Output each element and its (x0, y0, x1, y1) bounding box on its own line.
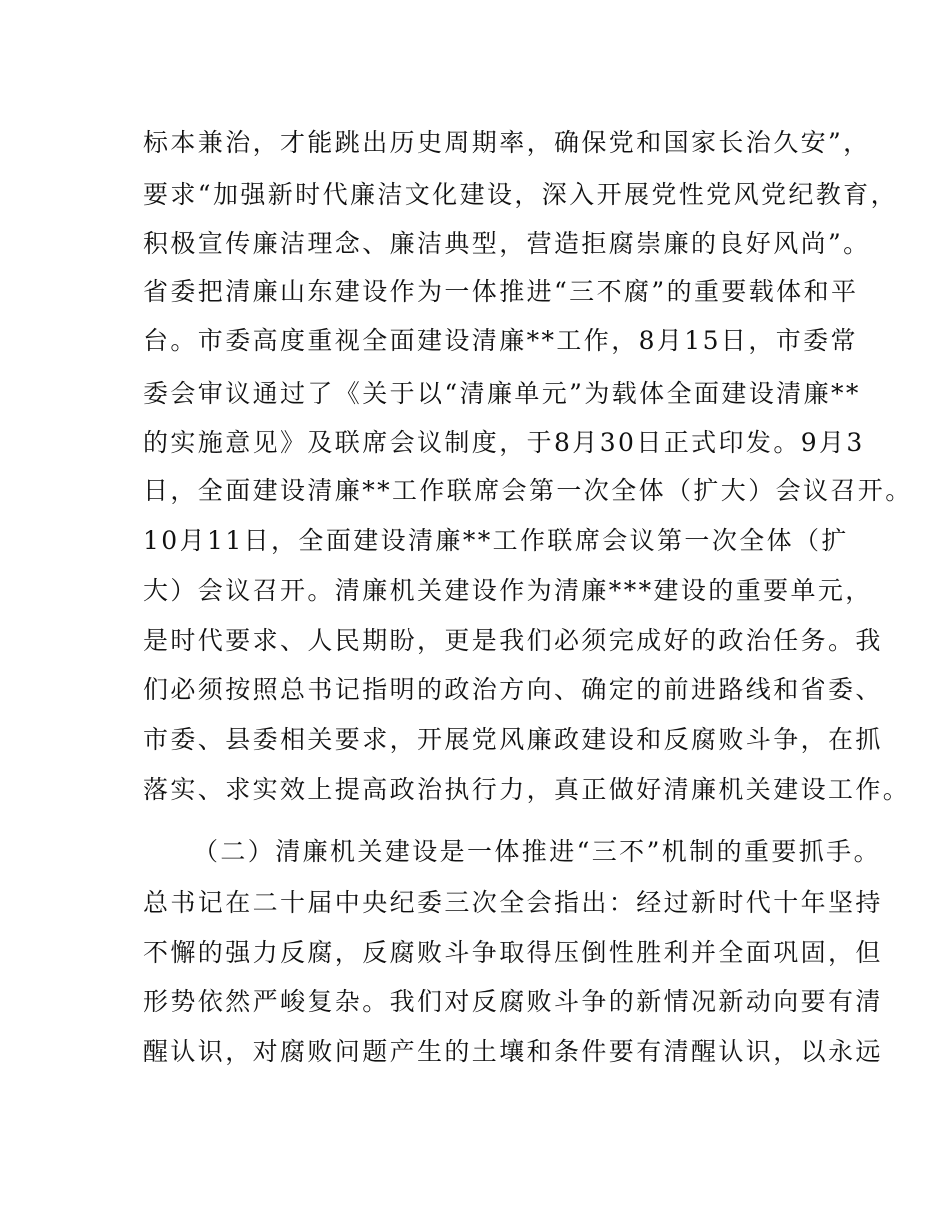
text-line: 形势依然严峻复杂。我们对反腐败斗争的新情况新动向要有清 (143, 987, 883, 1016)
text-line: 们必须按照总书记指明的政治方向、确定的前进路线和省委、 (143, 675, 883, 704)
text-line: 委会审议通过了《关于以“清廉单元”为载体全面建设清廉** (143, 379, 861, 408)
text-line: 落实、求实效上提高政治执行力，真正做好清廉机关建设工作。 (143, 775, 911, 804)
text-line: 的实施意见》及联席会议制度，于8月30日正式印发。9月3 (143, 428, 865, 457)
text-line: 日，全面建设清廉**工作联席会第一次全体（扩大）会议召开。 (143, 476, 913, 505)
text-line: 10月11日，全面建设清廉**工作联席会议第一次全体（扩 (143, 526, 849, 555)
text-line: 要求“加强新时代廉洁文化建设，深入开展党性党风党纪教育， (143, 180, 898, 209)
text-line: 市委、县委相关要求，开展党风廉政建设和反腐败斗争，在抓 (143, 725, 883, 754)
text-line: 醒认识，对腐败问题产生的土壤和条件要有清醒认识，以永远 (143, 1037, 883, 1066)
text-line: 标本兼治，才能跳出历史周期率，确保党和国家长治久安”， (143, 128, 871, 157)
text-line: 总书记在二十届中央纪委三次全会指出：经过新时代十年坚持 (143, 888, 883, 917)
text-line: 不懈的强力反腐，反腐败斗争取得压倒性胜利并全面巩固，但 (143, 938, 883, 967)
text-line: 省委把清廉山东建设作为一体推进“三不腐”的重要载体和平 (143, 277, 859, 306)
text-line: 积极宣传廉洁理念、廉洁典型，营造拒腐崇廉的良好风尚”。 (143, 229, 871, 258)
text-line: 是时代要求、人民期盼，更是我们必须完成好的政治任务。我 (143, 626, 883, 655)
section-heading: （二）清廉机关建设是一体推进“三不”机制的重要抓手。 (193, 837, 881, 866)
text-line: 大）会议召开。清廉机关建设作为清廉***建设的重要单元， (143, 576, 873, 605)
text-line: 台。市委高度重视全面建设清廉**工作，8月15日，市委常 (143, 326, 858, 355)
